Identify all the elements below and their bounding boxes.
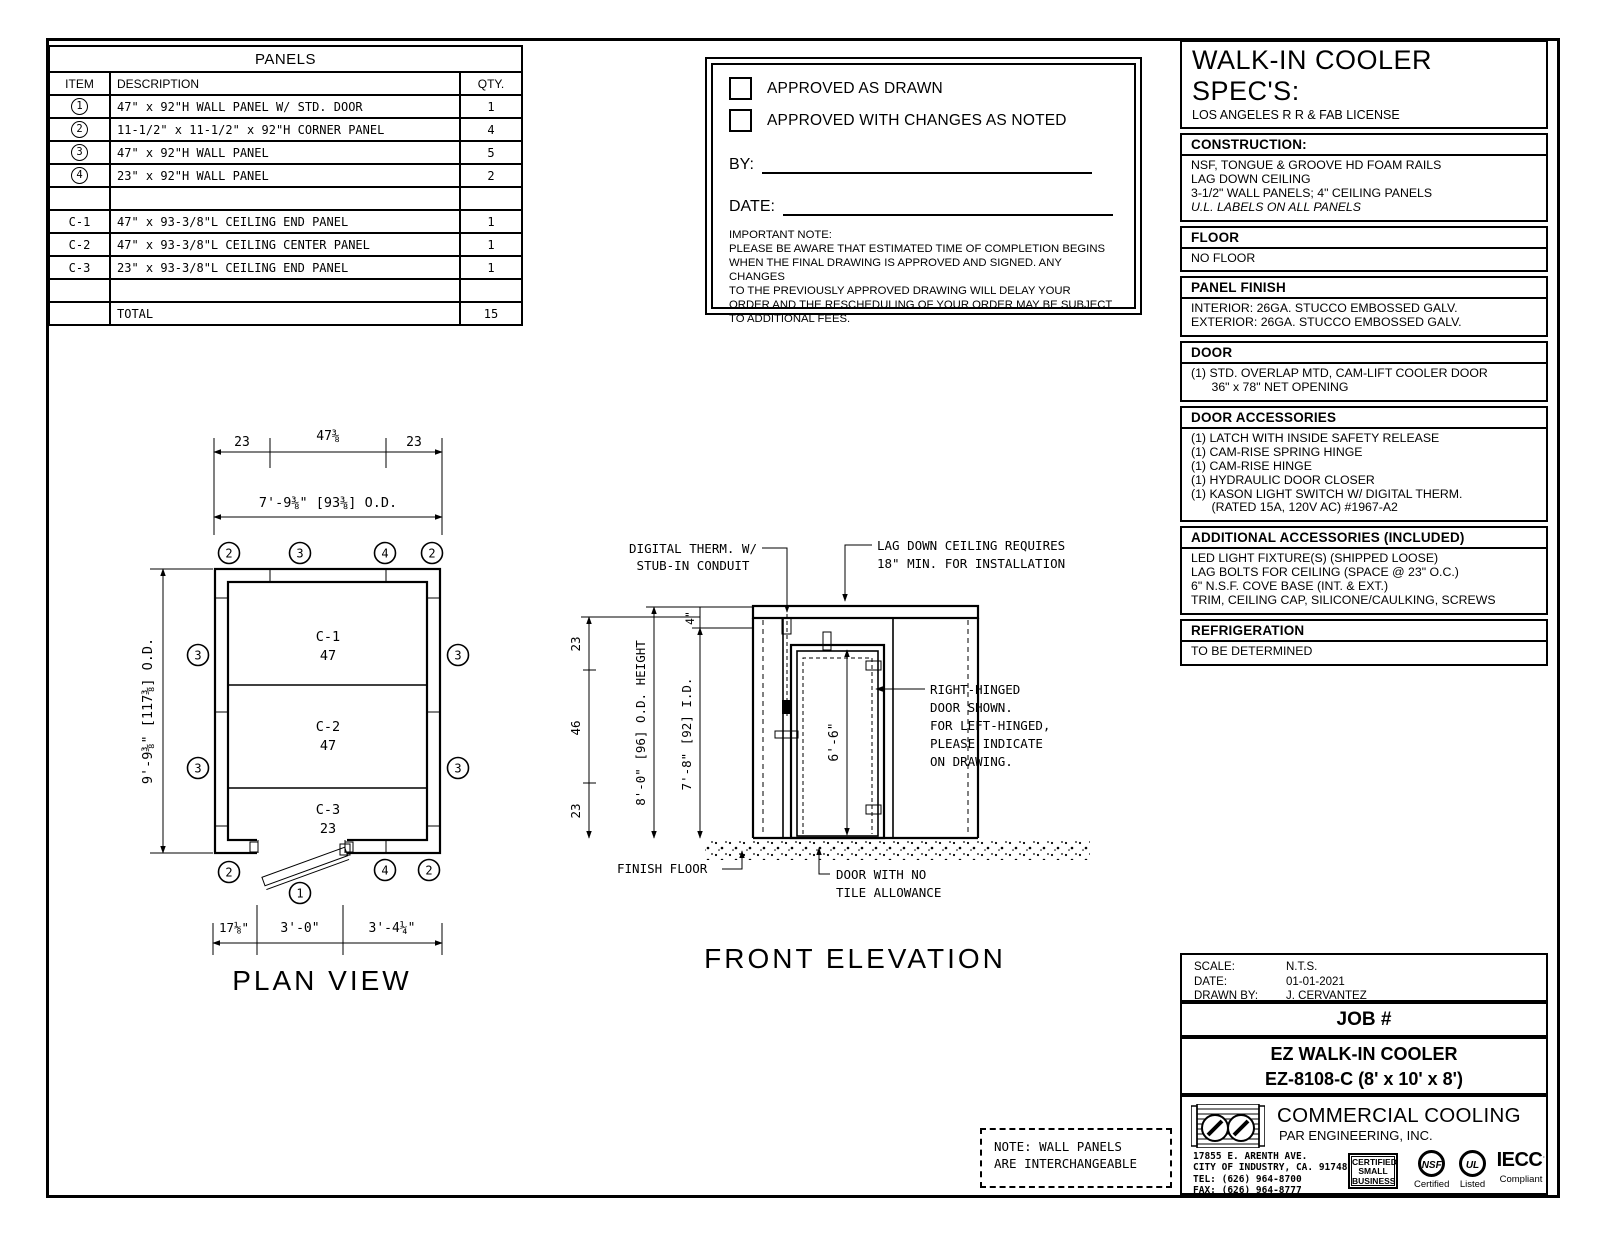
item-number-circled: 4 <box>71 167 88 184</box>
plan-view-title: PLAN VIEW <box>232 965 412 996</box>
svg-text:6'-6": 6'-6" <box>827 722 842 762</box>
nsf-badge: NSF Certified <box>1414 1150 1449 1190</box>
label-digital-therm <box>629 541 787 612</box>
finish-floor-hatch <box>705 840 1090 860</box>
wall-panels-note-box: NOTE: WALL PANELS ARE INTERCHANGEABLE <box>980 1128 1172 1188</box>
svg-text:FINISH FLOOR: FINISH FLOOR <box>617 861 708 876</box>
svg-text:C-3: C-3 <box>315 802 341 818</box>
svg-text:DIGITAL THERM. W/: DIGITAL THERM. W/ <box>629 541 757 556</box>
svg-text:3: 3 <box>194 761 202 776</box>
svg-text:TILE ALLOWANCE: TILE ALLOWANCE <box>836 885 942 900</box>
elevation-dim-id-height <box>679 607 753 838</box>
col-header-qty: QTY. <box>460 72 522 95</box>
by-label: BY: <box>729 156 754 173</box>
plan-dim-bottom <box>213 905 442 955</box>
col-header-item: ITEM <box>49 72 110 95</box>
svg-text:17⅛": 17⅛" <box>218 920 250 935</box>
plan-view-drawing <box>120 395 510 1020</box>
svg-text:18" MIN. FOR INSTALLATION: 18" MIN. FOR INSTALLATION <box>877 556 1066 571</box>
door-closer <box>823 632 831 650</box>
svg-text:2: 2 <box>225 865 233 880</box>
job-number-box: JOB # <box>1180 1002 1548 1037</box>
svg-text:23: 23 <box>234 435 250 450</box>
spec-section-construction: CONSTRUCTION: NSF, TONGUE & GROOVE HD FOAM RAILS LAG DOWN CEILING 3-1/2" WALL PANELS; 4" CEILING PANELS U.L. LABELS ON ALL PANELS <box>1180 133 1548 222</box>
product-name: EZ WALK-IN COOLER <box>1270 1044 1458 1064</box>
plan-callouts-top <box>219 543 443 564</box>
approval-box <box>705 57 1142 325</box>
table-row: C-1 47" x 93-3/8"L CEILING END PANEL 1 <box>49 210 522 233</box>
plan-ceiling-panels <box>228 629 427 837</box>
approval-box-inner <box>711 63 1136 325</box>
drawn-by-row: DRAWN BY: J. CERVANTEZ <box>1194 990 1367 1003</box>
date-label: DATE: <box>729 198 775 215</box>
svg-text:4: 4 <box>381 546 389 561</box>
door-latch-handle <box>775 731 798 738</box>
svg-text:RIGHT-HINGED: RIGHT-HINGED <box>930 682 1021 697</box>
date-signature-row <box>729 196 1118 216</box>
ul-badge: UL Listed <box>1459 1150 1486 1190</box>
label-lag-down-ceiling <box>845 538 1065 601</box>
svg-text:C-1: C-1 <box>315 629 341 645</box>
svg-text:3: 3 <box>454 761 462 776</box>
svg-text:23: 23 <box>568 803 583 819</box>
svg-text:3: 3 <box>454 648 462 663</box>
table-row: 2 11-1/2" x 11-1/2" x 92"H CORNER PANEL 4 <box>49 118 522 141</box>
by-signature-row <box>729 154 1118 174</box>
table-row-total: TOTAL 15 <box>49 302 522 325</box>
svg-text:4": 4" <box>683 611 697 625</box>
svg-text:1: 1 <box>296 886 304 901</box>
svg-text:PLEASE INDICATE: PLEASE INDICATE <box>930 736 1043 751</box>
front-elevation-title: FRONT ELEVATION <box>704 943 1006 974</box>
elevation-door <box>775 632 884 838</box>
label-right-hinged <box>876 682 1050 769</box>
table-row: C-3 23" x 93-3/8"L CEILING END PANEL 1 <box>49 256 522 279</box>
company-logo-icon <box>1191 1104 1265 1148</box>
item-number-circled: 3 <box>71 144 88 161</box>
svg-text:9'-9⅜" [117⅜] O.D.: 9'-9⅜" [117⅜] O.D. <box>140 637 156 785</box>
svg-text:47: 47 <box>319 738 337 754</box>
svg-text:3: 3 <box>296 546 304 561</box>
item-number-circled: 1 <box>71 98 88 115</box>
svg-text:LAG DOWN CEILING REQUIRES: LAG DOWN CEILING REQUIRES <box>877 538 1066 553</box>
approved-as-drawn-label: APPROVED AS DRAWN <box>767 79 943 97</box>
svg-text:FOR LEFT-HINGED,: FOR LEFT-HINGED, <box>930 718 1051 733</box>
svg-text:2: 2 <box>425 863 433 878</box>
approved-with-changes-checkbox[interactable] <box>729 109 752 132</box>
spec-title-box <box>1180 40 1548 129</box>
scale-row: SCALE: N.T.S. <box>1194 961 1318 973</box>
svg-text:3'-4¼": 3'-4¼" <box>368 921 416 936</box>
title-block-meta <box>1180 953 1548 1002</box>
svg-text:23: 23 <box>319 821 337 837</box>
important-note: IMPORTANT NOTE: PLEASE BE AWARE THAT ESTIMATED TIME OF COMPLETION BEGINS WHEN THE FINAL DRAWING IS APPROVED AND SIGNED. ANY CHANGES TO THE PREVIOUSLY APPROVED DRAWING WILL DELAY YOUR ORDER AND THE RESCHEDULING OF YOUR ORDER MAY BE SUBJECT TO ADDITIONAL FEES. <box>729 228 1118 326</box>
approved-as-drawn-row <box>729 77 1118 100</box>
table-row-empty <box>49 187 522 210</box>
svg-text:DOOR WITH NO: DOOR WITH NO <box>836 867 927 882</box>
by-signature-line[interactable] <box>762 154 1092 174</box>
plan-dim-top-segments <box>214 429 442 535</box>
svg-text:2: 2 <box>225 546 233 561</box>
svg-text:47⅜: 47⅜ <box>316 429 340 444</box>
svg-text:DOOR SHOWN.: DOOR SHOWN. <box>930 700 1013 715</box>
plan-dim-left-od <box>140 569 213 853</box>
company-box <box>1180 1095 1548 1195</box>
svg-text:47: 47 <box>319 648 337 664</box>
date-row: DATE: 01-01-2021 <box>1194 975 1345 988</box>
approved-with-changes-row <box>729 109 1118 132</box>
table-row: 4 23" x 92"H WALL PANEL 2 <box>49 164 522 187</box>
svg-text:7'-9⅜" [93⅜] O.D.: 7'-9⅜" [93⅜] O.D. <box>258 495 398 511</box>
svg-text:ON DRAWING.: ON DRAWING. <box>930 754 1013 769</box>
certified-small-business-badge: CERTIFIED SMALL BUSINESS <box>1348 1153 1398 1189</box>
spec-section-door-accessories: DOOR ACCESSORIES (1) LATCH WITH INSIDE SAFETY RELEASE (1) CAM-RISE SPRING HINGE (1) CAM-RISE HINGE (1) HYDRAULIC DOOR CLOSER (1) KASON LIGHT SWITCH W/ DIGITAL THERM. (RATED 15A, 120V AC) #1967-A2 <box>1180 406 1548 522</box>
svg-text:2: 2 <box>428 546 436 561</box>
company-name: COMMERCIAL COOLING <box>1277 1104 1521 1127</box>
item-number-circled: 2 <box>71 121 88 138</box>
panels-table-title: PANELS <box>49 46 522 72</box>
spec-column <box>1180 40 1548 666</box>
product-title-box <box>1180 1037 1548 1095</box>
spec-title: WALK-IN COOLER SPEC'S: <box>1192 45 1433 106</box>
spec-subtitle: LOS ANGELES R R & FAB LICENSE <box>1192 108 1400 122</box>
approved-with-changes-label: APPROVED WITH CHANGES AS NOTED <box>767 111 1067 129</box>
col-header-description: DESCRIPTION <box>110 72 460 95</box>
company-subname: PAR ENGINEERING, INC. <box>1279 1128 1433 1143</box>
iecc-badge: IECC· Compliant <box>1496 1149 1546 1185</box>
important-note-title: IMPORTANT NOTE: <box>729 229 832 241</box>
plan-dim-top-od <box>214 495 442 517</box>
svg-text:4: 4 <box>381 863 389 878</box>
spec-section-refrigeration: REFRIGERATION TO BE DETERMINED <box>1180 619 1548 666</box>
table-row-empty <box>49 279 522 302</box>
svg-text:23: 23 <box>568 636 583 652</box>
table-row: C-2 47" x 93-3/8"L CEILING CENTER PANEL 1 <box>49 233 522 256</box>
product-model: EZ-8108-C (8' x 10' x 8') <box>1265 1069 1463 1090</box>
svg-text:STUB-IN CONDUIT: STUB-IN CONDUIT <box>636 558 750 573</box>
company-address: 17855 E. ARENTH AVE. CITY OF INDUSTRY, CA. 91748 TEL: (626) 964-8700 FAX: (626) 964-8777 <box>1193 1151 1348 1197</box>
svg-text:23: 23 <box>406 435 422 450</box>
table-row: 3 47" x 92"H WALL PANEL 5 <box>49 141 522 164</box>
spec-section-door: DOOR (1) STD. OVERLAP MTD, CAM-LIFT COOLER DOOR 36" x 78" NET OPENING <box>1180 341 1548 402</box>
svg-text:46: 46 <box>568 720 583 736</box>
front-elevation-drawing <box>555 520 1105 990</box>
table-row: 1 47" x 92"H WALL PANEL W/ STD. DOOR 1 <box>49 95 522 118</box>
svg-text:C-2: C-2 <box>315 719 341 735</box>
spec-section-panel-finish: PANEL FINISH INTERIOR: 26GA. STUCCO EMBOSSED GALV. EXTERIOR: 26GA. STUCCO EMBOSSED GALV. <box>1180 276 1548 337</box>
panels-table <box>48 45 523 326</box>
date-signature-line[interactable] <box>783 196 1113 216</box>
approved-as-drawn-checkbox[interactable] <box>729 77 752 100</box>
svg-text:7'-8" [92] I.D.: 7'-8" [92] I.D. <box>679 677 694 791</box>
svg-text:3: 3 <box>194 648 202 663</box>
svg-text:3'-0": 3'-0" <box>280 921 320 936</box>
plan-callouts-bottom <box>219 860 440 904</box>
svg-text:8'-0" [96] O.D. HEIGHT: 8'-0" [96] O.D. HEIGHT <box>633 640 648 806</box>
spec-section-floor: FLOOR NO FLOOR <box>1180 226 1548 273</box>
spec-section-additional-accessories: ADDITIONAL ACCESSORIES (INCLUDED) LED LIGHT FIXTURE(S) (SHIPPED LOOSE) LAG BOLTS FOR CEILING (SPACE @ 23" O.C.) 6" N.S.F. COVE BASE (INT. & EXT.) TRIM, CEILING CAP, SILICONE/CAULKING, SCREWS <box>1180 526 1548 615</box>
light-switch <box>782 700 791 714</box>
